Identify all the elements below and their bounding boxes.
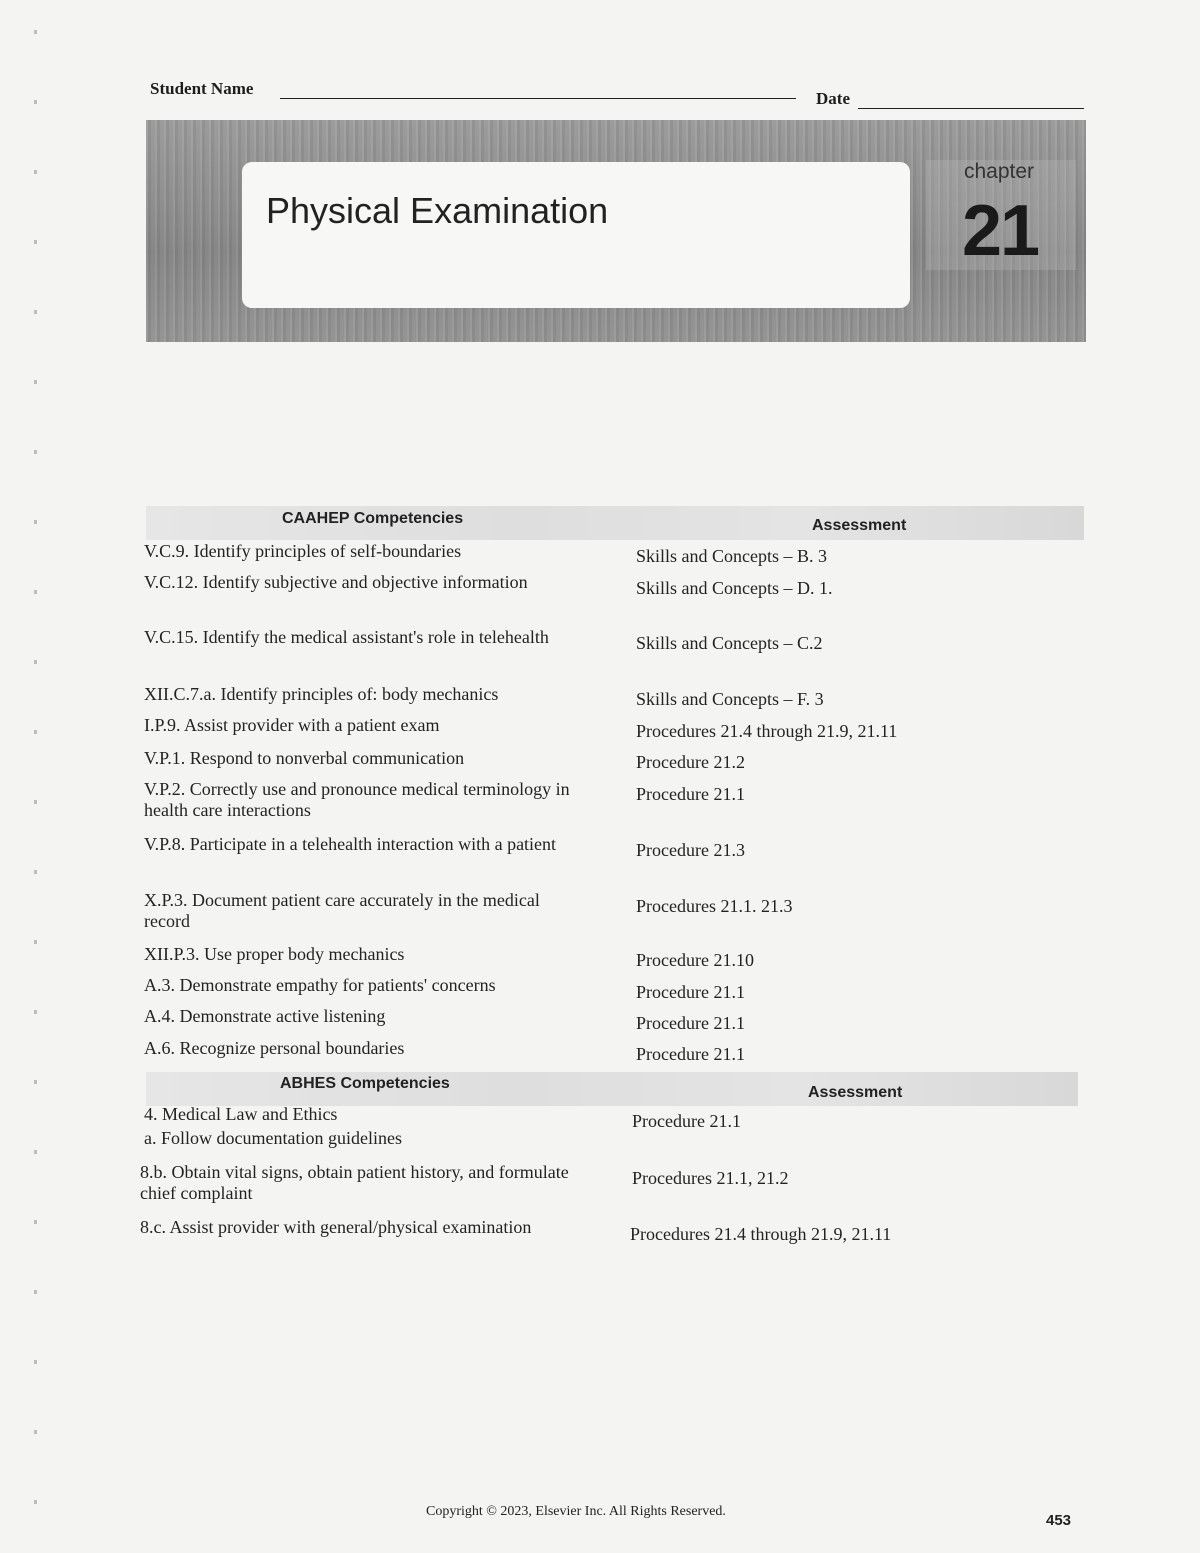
chapter-number: 21 — [962, 191, 1039, 271]
table-row: A.6. Recognize personal boundaries — [144, 1038, 405, 1058]
scan-binding-edge — [34, 30, 37, 1510]
abhes-heading: ABHES Competencies — [280, 1075, 450, 1092]
title-box — [242, 162, 910, 308]
table-cell-assessment: Procedures 21.4 through 21.9, 21.11 — [630, 1224, 892, 1244]
table-row: A.4. Demonstrate active listening — [144, 1006, 386, 1026]
student-name-field[interactable] — [280, 98, 796, 99]
table-cell-assessment: Procedure 21.1 — [636, 1044, 745, 1064]
date-field[interactable] — [858, 108, 1084, 109]
table-cell-assessment: Skills and Concepts – B. 3 — [636, 546, 828, 566]
table-cell-assessment: Procedure 21.1 — [636, 982, 745, 1002]
table-cell-competency: a. Follow documentation guidelines — [144, 1128, 402, 1148]
table-cell-assessment: Procedure 21.1 — [632, 1111, 741, 1131]
table-row: A.3. Demonstrate empathy for patients' concerns — [144, 975, 496, 995]
copyright-notice: Copyright © 2023, Elsevier Inc. All Rights Reserved. — [426, 1504, 726, 1519]
table-row: 8.c. Assist provider with general/physical examination — [140, 1217, 532, 1237]
table-cell-assessment: Skills and Concepts – F. 3 — [636, 689, 824, 709]
table-cell-assessment: Procedure 21.2 — [636, 752, 745, 772]
table-row: V.C.15. Identify the medical assistant's role in telehealth — [144, 627, 549, 647]
student-name-label: Student Name — [150, 79, 254, 98]
table-cell-assessment: Procedures 21.1, 21.2 — [632, 1168, 789, 1188]
table-cell-assessment: Procedure 21.1 — [636, 784, 745, 804]
table-row: V.P.2. Correctly use and pronounce medical terminology in health care interactions — [144, 779, 570, 820]
page-title: Physical Examination — [266, 190, 609, 231]
table-row: XII.P.3. Use proper body mechanics — [144, 944, 405, 964]
table-row: V.P.1. Respond to nonverbal communication — [144, 748, 465, 768]
table-row: 8.b. Obtain vital signs, obtain patient history, and formulate chief complaint — [140, 1162, 569, 1203]
table-cell-assessment: Procedure 21.1 — [636, 1013, 745, 1033]
table-row: I.P.9. Assist provider with a patient exam — [144, 715, 440, 735]
table-row: X.P.3. Document patient care accurately in the medical record — [144, 890, 540, 931]
table-row — [144, 1104, 584, 1149]
abhes-assessment-heading: Assessment — [808, 1084, 903, 1101]
table-cell-assessment: Skills and Concepts – C.2 — [636, 633, 823, 653]
table-row: V.P.8. Participate in a telehealth interaction with a patient — [144, 834, 557, 854]
page-number: 453 — [1046, 1512, 1072, 1529]
table-cell-assessment: Procedures 21.1. 21.3 — [636, 896, 793, 916]
table-cell-competency: 4. Medical Law and Ethics — [144, 1104, 338, 1124]
date-label: Date — [816, 89, 850, 108]
table-cell-assessment: Procedure 21.10 — [636, 950, 754, 970]
chapter-label: chapter — [964, 160, 1035, 183]
table-row: XII.C.7.a. Identify principles of: body mechanics — [144, 684, 499, 704]
table-cell-assessment: Procedure 21.3 — [636, 840, 745, 860]
table-cell-assessment: Procedures 21.4 through 21.9, 21.11 — [636, 721, 898, 741]
table-row: V.C.12. Identify subjective and objective information — [144, 572, 528, 592]
caahep-heading: CAAHEP Competencies — [282, 510, 464, 527]
table-row: V.C.9. Identify principles of self-boundaries — [144, 541, 462, 561]
table-cell-assessment: Skills and Concepts – D. 1. — [636, 578, 833, 598]
caahep-assessment-heading: Assessment — [812, 517, 907, 534]
